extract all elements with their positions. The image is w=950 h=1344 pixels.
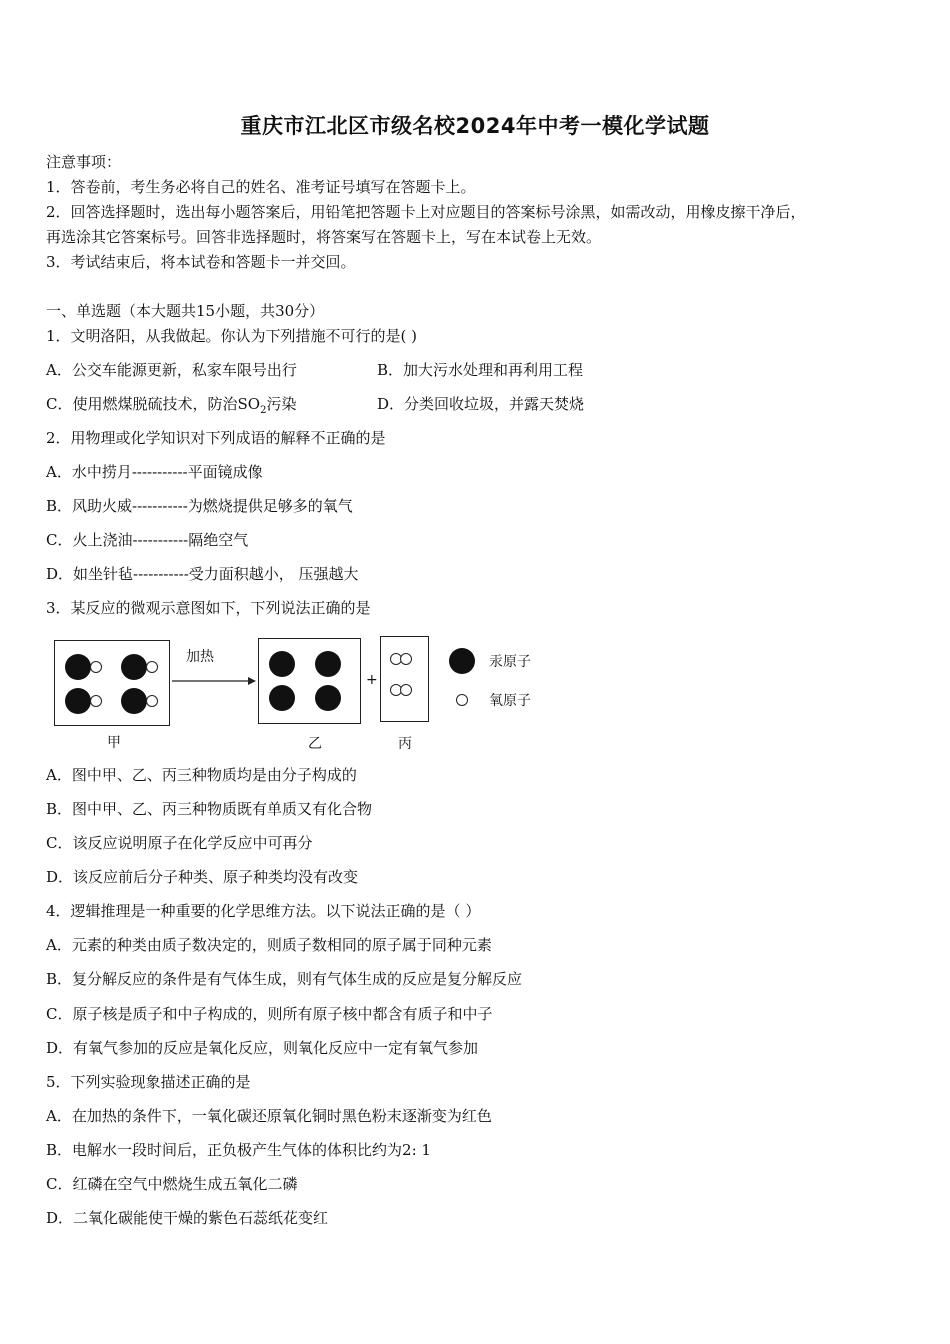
question-1-option-a: A．公交车能源更新，私家车限号出行 xyxy=(46,361,297,379)
notice-item-2a: 2．回答选择题时，选出每小题答案后，用铅笔把答题卡上对应题目的答案标号涂黑，如需改动，用橡皮擦干净后， xyxy=(46,203,806,221)
box-bing xyxy=(380,636,429,722)
option-c-suffix: 污染 xyxy=(266,395,297,413)
question-3-stem: 3．某反应的微观示意图如下，下列说法正确的是 xyxy=(46,599,371,617)
question-2-option-d: D．如坐针毡-----------受力面积越小， 压强越大 xyxy=(46,565,359,583)
section-heading: 一、单选题（本大题共15小题，共30分） xyxy=(46,302,325,320)
question-3-option-d: D．该反应前后分子种类、原子种类均没有改变 xyxy=(46,868,359,886)
arrow-label: 加热 xyxy=(186,649,214,665)
question-2-option-a: A．水中捞月-----------平面镜成像 xyxy=(46,463,263,481)
box-jia xyxy=(54,640,170,726)
label-jia: 甲 xyxy=(107,735,121,751)
label-yi: 乙 xyxy=(308,736,322,752)
legend-mercury-atom xyxy=(449,648,475,674)
question-3-option-a: A．图中甲、乙、丙三种物质均是由分子构成的 xyxy=(46,766,357,784)
page-title: 重庆市江北区市级名校2024年中考一模化学试题 xyxy=(240,114,710,138)
reaction-arrow xyxy=(170,674,258,688)
question-1-option-b: B．加大污水处理和再利用工程 xyxy=(377,361,584,379)
notice-item-2b: 再选涂其它答案标号。回答非选择题时，将答案写在答题卡上，写在本试卷上无效。 xyxy=(46,228,602,246)
question-3-option-c: C．该反应说明原子在化学反应中可再分 xyxy=(46,834,313,852)
legend-oxygen-label: 氧原子 xyxy=(489,693,531,709)
question-2-option-c: C．火上浇油-----------隔绝空气 xyxy=(46,531,249,549)
question-4-option-c: C．原子核是质子和中子构成的，则所有原子核中都含有质子和中子 xyxy=(46,1005,493,1023)
question-5-option-a: A．在加热的条件下，一氧化碳还原氧化铜时黑色粉末逐渐变为红色 xyxy=(46,1107,492,1125)
question-1-stem: 1．文明洛阳，从我做起。你认为下列措施不可行的是( ) xyxy=(46,327,418,345)
question-2-stem: 2．用物理或化学知识对下列成语的解释不正确的是 xyxy=(46,429,386,447)
question-5-option-d: D．二氧化碳能使干燥的紫色石蕊纸花变红 xyxy=(46,1209,329,1227)
question-4-stem: 4．逻辑推理是一种重要的化学思维方法。以下说法正确的是（ ） xyxy=(46,902,481,920)
legend-oxygen-atom xyxy=(456,694,468,706)
question-3-option-b: B．图中甲、乙、丙三种物质既有单质又有化合物 xyxy=(46,800,373,818)
question-4-option-a: A．元素的种类由质子数决定的，则质子数相同的原子属于同种元素 xyxy=(46,936,492,954)
legend-mercury-label: 汞原子 xyxy=(489,654,531,670)
box-yi xyxy=(258,638,361,724)
question-2-option-b: B．风助火威-----------为燃烧提供足够多的氧气 xyxy=(46,497,353,515)
question-4-option-d: D．有氧气参加的反应是氧化反应，则氧化反应中一定有氧气参加 xyxy=(46,1039,479,1057)
question-5-option-c: C．红磷在空气中燃烧生成五氧化二磷 xyxy=(46,1175,298,1193)
label-bing: 丙 xyxy=(398,736,412,752)
subscript-2: 2 xyxy=(260,405,267,416)
notice-heading: 注意事项： xyxy=(46,153,122,171)
question-1-option-c xyxy=(46,394,296,421)
reaction-diagram xyxy=(46,632,566,757)
question-5-option-b: B．电解水一段时间后，正负极产生气体的体积比约为2: 1 xyxy=(46,1141,431,1159)
question-4-option-b: B．复分解反应的条件是有气体生成，则有气体生成的反应是复分解反应 xyxy=(46,970,523,988)
notice-item-1: 1．答卷前，考生务必将自己的姓名、准考证号填写在答题卡上。 xyxy=(46,178,476,196)
plus-sign: + xyxy=(366,672,378,688)
question-5-stem: 5．下列实验现象描述正确的是 xyxy=(46,1073,251,1091)
notice-item-3: 3．考试结束后，将本试卷和答题卡一并交回。 xyxy=(46,253,356,271)
question-1-option-d: D．分类回收垃圾，并露天焚烧 xyxy=(377,395,585,413)
option-c-text: C．使用燃煤脱硫技术，防治SO xyxy=(46,395,261,413)
